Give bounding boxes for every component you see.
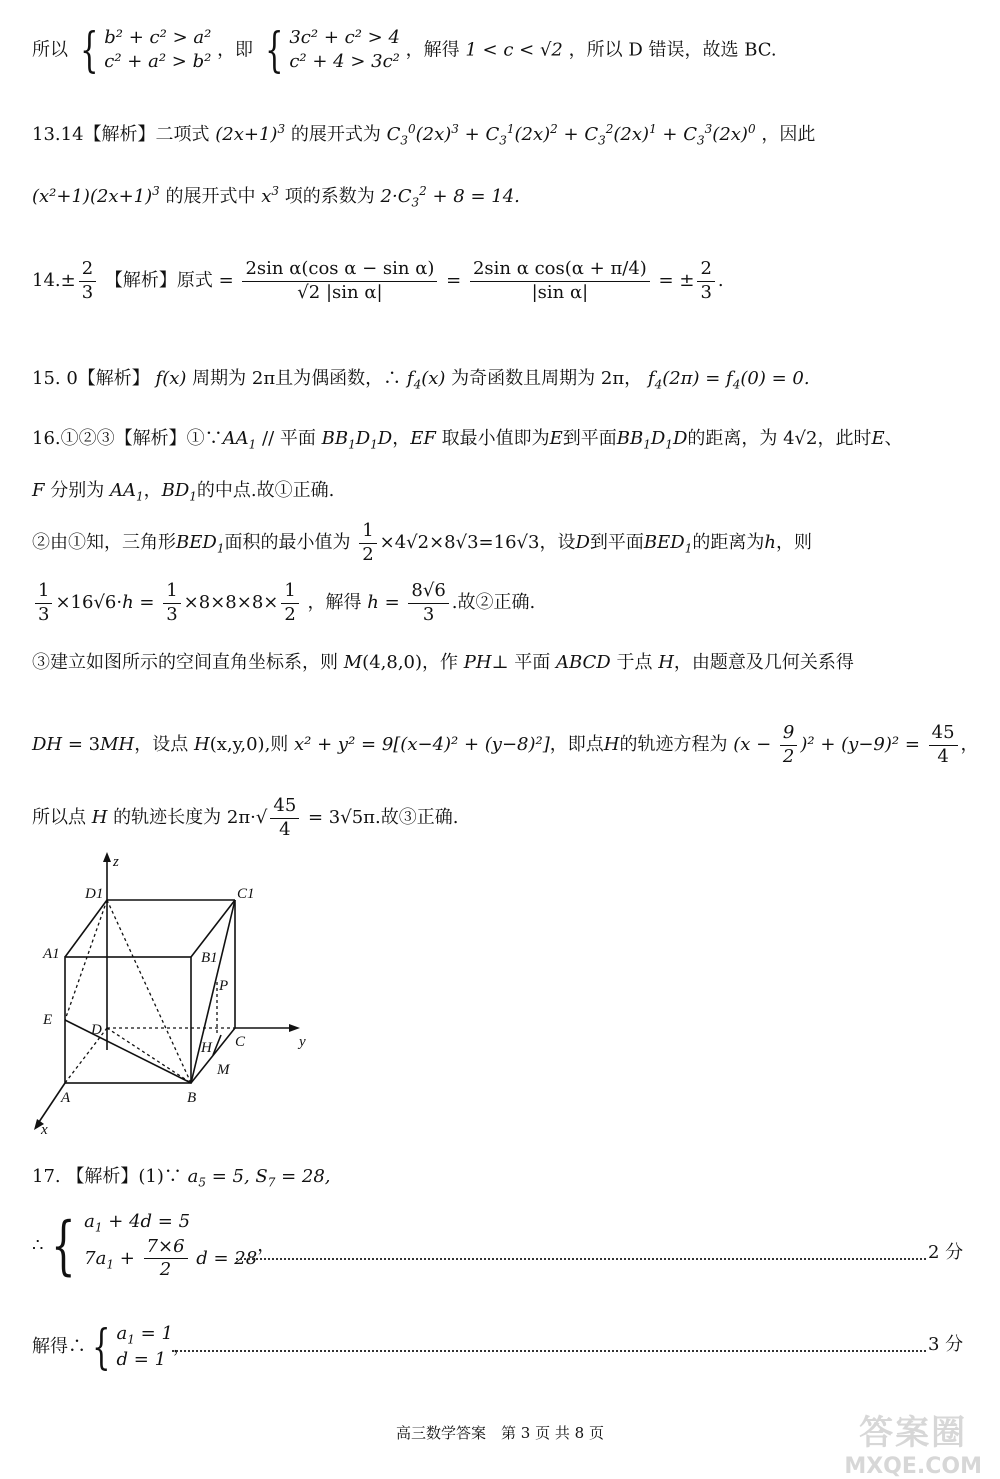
fig-label-A1: A1 <box>43 946 60 962</box>
p16-line1: 16.①②③【解析】$①\because AA_1$ // 平面 $BB_1D_1D$，EF 取最小值即为E到平面$BB_1D_1D$的距离，为 4√2，此时E、 <box>32 428 903 452</box>
fig-label-x: x <box>41 1122 48 1138</box>
p13-line2: $(x^2+1)(2x+1)^3$ 的展开式中 $x^3$ 项的系数为 $2\cdot C_3^2 + 8 = 14$. <box>32 184 520 210</box>
fig-label-D: D <box>91 1022 102 1038</box>
line-p12-conclusion: 所以 { b² + c² > a² c² + a² > b² ，即 { 3c² + c² > 4 c² + 4 > 3c² ，解得 1 < c < √2 ，所以 D 错误，故选 BC. <box>32 22 777 79</box>
fig-label-B1: B1 <box>201 950 218 966</box>
score-2: 3 分 <box>928 1334 964 1355</box>
p17-line1: 17. 【解析】(1)∵ $a_5 = 5$, $S_7 = 28$, <box>32 1166 331 1190</box>
p17-system1: ∴ { $a_1 + 4d = 5$ $7a_1$ + $\frac{7\times 6}{2}$ d = 28 ， <box>32 1208 276 1283</box>
fig-label-H: H <box>201 1040 212 1056</box>
p16-line2: F 分别为 $AA_1$，$BD_1$的中点.故①正确. <box>32 480 335 504</box>
fig-label-C: C <box>235 1034 246 1050</box>
fig-label-D1: D1 <box>85 886 104 902</box>
p15-line: 15. 0【解析】 f(x) 周期为 2π且为偶函数，∴ $f_4(x)$ 为奇函数且周期为 2π， $f_4(2\pi) = f_4(0) = 0$. <box>32 368 810 392</box>
system-2: 3c² + c² > 4 c² + 4 > 3c² <box>289 27 400 73</box>
fig-label-E: E <box>43 1012 53 1028</box>
watermark: 答案圈 MXQE.COM <box>844 1413 982 1479</box>
p16-line7: 所以点 H 的轨迹长度为 2π·√ $\frac{45}{4}$ = 3√5π.故③正确. <box>32 795 459 840</box>
fig-label-C1: C1 <box>237 886 255 902</box>
cube-figure <box>25 850 325 1140</box>
p14-line: 14.± $\frac{2}{3}$ 【解析】原式 = $\frac{\text{2sin α(cos α − sin α)}}{\text{√2 |sin α|}}$ = $\frac{\text{2sin α cos(α + π/4)}}{\text{|sin α|}}$ = ± $\frac{2}{3}$ . <box>32 258 724 303</box>
page-footer: 高三数学答案 第 3 页 共 8 页 <box>396 1424 604 1442</box>
p16-line4: $\frac{1}{3}$ ×16√6·h = $\frac{1}{3}$ ×8×8×8× $\frac{1}{2}$ ，解得 h = $\frac{8√6}{3}$ .故②正确. <box>32 580 535 626</box>
score-1: 2 分 <box>928 1242 964 1263</box>
text: 所以 <box>32 39 68 61</box>
p16-line6: DH = 3MH，设点 H(x,y,0),则 x² + y² = 9[(x−4)² + (y−8)²]，即点H的轨迹方程为 (x − $\frac{9}{2}$ )² + (y−9)² = $\frac{45}{4}$ ， <box>32 722 979 767</box>
p16-line5: ③建立如图所示的空间直角坐标系，则 M(4,8,0)，作 PH⊥ 平面 ABCD 于点 H，由题意及几何关系得 <box>32 652 854 673</box>
leader-dots-1 <box>236 1258 926 1260</box>
fig-label-A: A <box>61 1090 71 1106</box>
fig-label-M: M <box>217 1062 230 1078</box>
p16-line3: ②由①知，三角形$BED_1$面积的最小值为 $\frac{1}{2}$ ×4√2×8√3=16√3，设D到平面$BED_1$的距离为h，则 <box>32 520 812 565</box>
fig-label-B: B <box>187 1090 197 1106</box>
p13-line1: 13.14【解析】二项式 $(2x+1)^3$ 的展开式为 $C_3^0(2x)^3 + C_3^1(2x)^2 + C_3^2(2x)^1 + C_3^3(2x)^0$ ，因此 <box>32 122 816 148</box>
fig-label-z: z <box>113 854 119 870</box>
system-1: b² + c² > a² c² + a² > b² <box>104 27 212 73</box>
p17-system2: 解得∴ { $a_1 = 1$ d = 1 ， <box>32 1319 191 1376</box>
leader-dots-2 <box>172 1350 926 1352</box>
fig-label-y: y <box>299 1034 306 1050</box>
fig-label-P: P <box>219 978 229 994</box>
